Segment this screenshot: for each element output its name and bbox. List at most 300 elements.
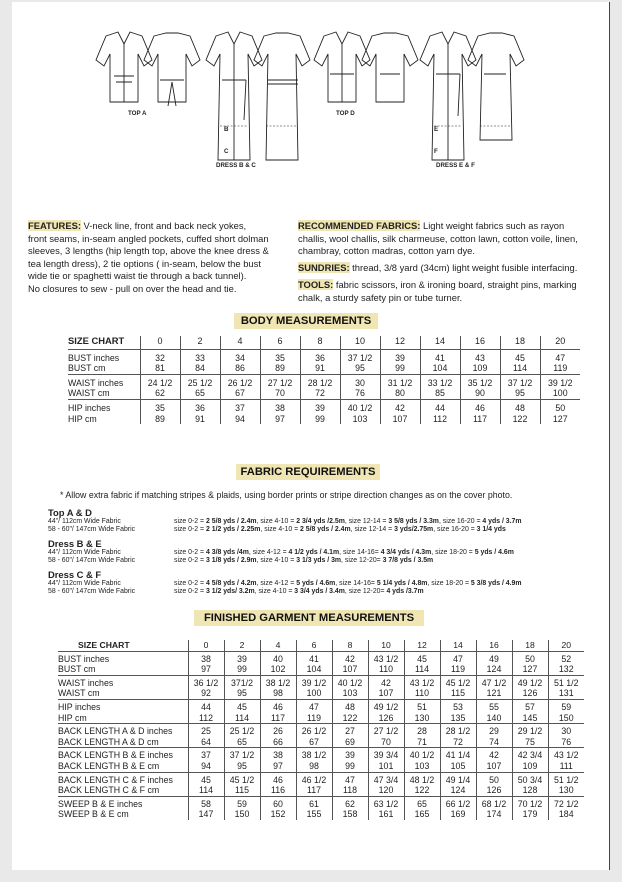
row-label: HIP inches [58,701,101,712]
table-cell: 59 [224,796,260,809]
tools-line: fabric scissors, iron & ironing board, straight pins, marking [333,279,577,291]
table-cell: 107 [380,414,420,425]
table-cell: 42 [368,675,404,688]
table-cell: 65 [224,737,260,748]
table-cell: 25 1/2 [180,374,220,388]
table-cell: 47 [540,349,580,363]
size-header: 12 [404,640,440,651]
table-cell: 50 [512,651,548,664]
features-line: sleeves, 3 lengths (hip length top, above the knee dress & [28,245,269,257]
size-header: 2 [224,640,260,651]
table-cell: 40 1/2 [404,748,440,761]
table-cell: 46 [260,772,296,785]
table-cell: 26 1/2 [296,724,332,737]
table-cell: 34 [220,349,260,363]
table-cell: 70 [260,388,300,399]
table-cell: 104 [296,664,332,675]
table-cell: 46 [260,699,296,712]
size-header: 0 [140,336,180,349]
table-cell: 97 [260,414,300,425]
table-cell: 27 1/2 [260,374,300,388]
fabric-yardage: 5 1/4 yds / 4.8m [376,579,428,587]
table-cell: 76 [548,737,584,748]
top-a-back-drawing [144,33,200,106]
size-header: 0 [188,640,224,651]
fabric-yardage: 4 yds / 3.7m [482,518,522,525]
fabric-yardage: 3 1/3 yds / 3m [296,557,342,565]
size-header: 20 [548,640,584,651]
table-cell: 51 [404,699,440,712]
row-label: BACK LENGTH A & D cm [58,737,188,748]
fabric-width-label: 44"/ 112cm Wide Fabric [48,518,121,525]
table-cell: 39 3/4 [368,748,404,761]
fabric-size-text: , size 4-10 = [256,518,297,525]
table-cell: 41 [420,349,460,363]
table-cell: 42 [476,748,512,761]
dress-ef-back-drawing [468,33,524,140]
table-cell: 100 [540,388,580,399]
fabric-group-name: Dress C & F [48,568,102,580]
table-cell: 99 [224,664,260,675]
features-line: V-neck line, front and back neck yokes, [80,220,247,231]
table-cell: 45 [188,772,224,785]
table-row [58,724,584,737]
size-header: 16 [460,336,500,349]
row-label: SWEEP B & E inches [58,798,143,809]
table-cell: 49 1/2 [512,675,548,688]
table-cell: 91 [180,414,220,425]
table-cell: 70 [368,737,404,748]
fabric-row [48,557,608,565]
fabric-width-label: 58 - 60"/ 147cm Wide Fabric [48,557,136,565]
table-cell: 101 [368,761,404,772]
table-cell: 114 [404,664,440,675]
table-cell: 37 [220,399,260,413]
size-header: 10 [368,640,404,651]
table-cell: 97 [188,664,224,675]
size-header: 16 [476,640,512,651]
table-cell: 72 [440,737,476,748]
table-cell: 107 [332,664,368,675]
table-cell: 41 [296,651,332,664]
body-measurements-title: BODY MEASUREMENTS [234,313,378,329]
table-cell: 115 [440,688,476,699]
table-cell: 60 [260,796,296,809]
table-row [58,651,584,664]
table-cell: 24 1/2 [140,374,180,388]
table-cell: 127 [540,414,580,425]
fabric-group [48,569,608,597]
table-cell: 27 1/2 [368,724,404,737]
fabric-size-text: , size 12-14 = [350,526,395,534]
top-d-back-drawing [362,33,418,102]
fabric-yardage: 3 1/4 yds [476,526,506,534]
recommendations-block [298,220,604,305]
fabric-yardage: 3 3/4 yds / 3.4m [294,588,345,596]
table-cell: 112 [188,713,224,724]
fabric-size-text: , size 12-20= [341,557,383,565]
row-label: BACK LENGTH C & F cm [58,785,188,796]
table-cell: 122 [500,414,540,425]
table-cell: 126 [512,688,548,699]
table-row [58,761,584,772]
features-line: wide tie or spaghetti waist tie through a back tunnel). [28,270,247,282]
table-cell: 40 [260,651,296,664]
table-cell: 55 [476,699,512,712]
table-cell: 140 [476,713,512,724]
size-header: 12 [380,336,420,349]
size-header: 4 [220,336,260,349]
row-label: SWEEP B & E cm [58,809,129,820]
table-cell: 158 [332,809,368,820]
table-cell: 118 [332,785,368,796]
table-row [58,675,584,688]
fabric-yardage: 3 5/8 yds / 3.3m [388,518,439,525]
table-cell: 51 1/2 [548,675,584,688]
table-cell: 80 [380,388,420,399]
table-cell: 38 1/2 [260,675,296,688]
table-row [58,688,584,699]
table-cell: 117 [460,414,500,425]
table-cell: 51 1/2 [548,772,584,785]
fabric-width-label: 44"/ 112cm Wide Fabric [48,579,121,587]
table-cell: 52 [548,651,584,664]
table-row [68,363,580,374]
fabrics-line: Light weight fabrics such as rayon [420,220,565,231]
fabric-size-text: , size 12-14 = [344,518,389,525]
table-cell: 124 [476,664,512,675]
table-cell: 184 [548,809,584,820]
dress-ef-front-drawing [420,32,476,160]
table-cell: 45 [224,699,260,712]
table-cell: 145 [512,713,548,724]
table-cell: 66 [260,737,296,748]
table-cell: 69 [332,737,368,748]
table-cell: 47 [440,651,476,664]
table-cell: 33 1/2 [420,374,460,388]
table-cell: 150 [224,809,260,820]
table-cell: 64 [188,737,224,748]
table-cell: 107 [476,761,512,772]
table-row [58,737,584,748]
table-cell: 117 [296,785,332,796]
table-cell: 26 [260,724,296,737]
table-cell: 35 1/2 [460,374,500,388]
row-label: HIP cm [68,413,97,424]
fabrics-line: chambray, cotton madras, cotton yarn dye. [298,245,475,257]
table-row [68,349,580,363]
garment-illustrations [86,30,616,180]
table-cell: 43 1/2 [368,651,404,664]
fabric-row [48,518,608,526]
table-cell: 66 1/2 [440,796,476,809]
table-cell: 112 [420,414,460,425]
table-cell: 48 1/2 [404,772,440,785]
table-cell: 39 [380,349,420,363]
table-cell: 128 [512,785,548,796]
table-cell: 147 [188,809,224,820]
length-marker-e: E [434,126,439,133]
fabric-yardage: 3 1/8 yds / 2.9m [205,557,257,565]
table-cell: 104 [420,363,460,374]
fabric-size-text: , size 18-20 = [427,579,471,587]
fabric-size-text: size 0-2 = [174,548,206,556]
table-cell: 28 1/2 [300,374,340,388]
table-cell: 99 [332,761,368,772]
table-cell: 37 1/2 [224,748,260,761]
table-cell: 89 [140,414,180,425]
table-cell: 115 [224,785,260,796]
row-label: BUST cm [68,363,140,374]
size-header: 2 [180,336,220,349]
caption-top-d: TOP D [336,110,355,117]
table-cell: 117 [260,713,296,724]
table-cell: 152 [260,809,296,820]
table-cell: 103 [340,414,380,425]
length-marker-b: B [224,126,229,133]
table-cell: 150 [548,713,584,724]
table-cell: 27 [332,724,368,737]
fabric-yardage: 3 1/2 yds/ 3.2m [205,588,255,596]
fabric-yardage: 5 yds / 4.6m [474,548,514,556]
features-block [28,220,298,296]
size-header: 8 [300,336,340,349]
fabric-size-text: , size 14-16= [335,579,377,587]
table-row [58,713,584,724]
table-cell: 45 [404,651,440,664]
table-cell: 169 [440,809,476,820]
fabric-row [48,549,608,557]
table-cell: 179 [512,809,548,820]
table-row [68,414,580,425]
table-cell: 68 1/2 [476,796,512,809]
table-cell: 44 [420,399,460,413]
table-cell: 116 [260,785,296,796]
table-cell: 72 1/2 [548,796,584,809]
fabrics-label: RECOMMENDED FABRICS: [298,220,421,231]
table-header-row [68,336,580,349]
table-cell: 89 [260,363,300,374]
table-cell: 43 1/2 [404,675,440,688]
table-cell: 98 [296,761,332,772]
row-label: WAIST inches [58,677,114,688]
table-cell: 62 [140,388,180,399]
features-line: front seams, in-seam angled pockets, cuffed short dolman [28,232,269,244]
table-cell: 49 1/4 [440,772,476,785]
table-cell: 97 [260,761,296,772]
row-label: BACK LENGTH B & E cm [58,761,188,772]
table-cell: 130 [548,785,584,796]
table-cell: 165 [404,809,440,820]
table-cell: 70 1/2 [512,796,548,809]
table-cell: 25 1/2 [224,724,260,737]
table-cell: 132 [548,664,584,675]
fabric-size-text: , size 16-20 = [433,526,477,534]
row-label: BUST inches [68,352,120,363]
row-label: BUST inches [58,653,110,664]
fabric-size-text: , size 4-12 = [248,548,289,556]
fabric-yardage: 4 3/4 yds / 4.3m [380,548,432,556]
table-cell: 49 [476,651,512,664]
table-cell: 37 [188,748,224,761]
fabric-size-text: , size 4-10 = [260,526,301,534]
table-cell: 95 [340,363,380,374]
table-cell: 371/2 [224,675,260,688]
table-cell: 39 1/2 [540,374,580,388]
size-header: 20 [540,336,580,349]
table-row [58,785,584,796]
fabric-size-text: size 0-2 = [174,557,206,565]
table-cell: 126 [476,785,512,796]
table-cell: 47 1/2 [476,675,512,688]
fabric-group-name: Dress B & E [48,537,102,549]
table-cell: 42 3/4 [512,748,548,761]
table-cell: 39 [224,651,260,664]
header-label: SIZE CHART [68,336,140,349]
dress-bc-front-drawing [206,32,262,160]
fabric-yardage: 2 5/8 yds / 2.4m [205,518,257,525]
table-cell: 29 1/2 [512,724,548,737]
table-cell: 135 [440,713,476,724]
fabric-size-text: , size 4-12 = [256,579,297,587]
body-measurements-table [68,336,580,424]
table-cell: 75 [512,737,548,748]
size-header: 6 [296,640,332,651]
table-cell: 95 [224,761,260,772]
fabric-row [48,588,608,596]
table-cell: 72 [300,388,340,399]
table-cell: 84 [180,363,220,374]
row-label: BUST cm [58,664,188,675]
fabric-requirements-title: FABRIC REQUIREMENTS [236,464,380,480]
fabric-size-text: , size 14-16= [339,548,381,556]
fabric-group-name: Top A & D [48,507,92,518]
size-header: 4 [260,640,296,651]
fabric-note: * Allow extra fabric if matching stripes & plaids, using border prints or stripe direction changes as on the cover photo. [60,490,513,500]
table-cell: 38 [260,399,300,413]
table-cell: 58 [188,796,224,809]
table-cell: 76 [340,388,380,399]
table-cell: 49 1/2 [368,699,404,712]
table-cell: 102 [260,664,296,675]
fabric-yardage: 2 5/8 yds / 2.4m [300,526,351,534]
table-cell: 91 [300,363,340,374]
table-cell: 29 [476,724,512,737]
table-row [58,772,584,785]
fabric-row [48,580,608,588]
fabric-size-text: size 0-2 = [174,518,206,525]
table-cell: 37 1/2 [500,374,540,388]
finished-garment-table [58,640,584,820]
features-label: FEATURES: [28,220,81,231]
table-cell: 103 [404,761,440,772]
table-cell: 38 1/2 [296,748,332,761]
table-cell: 42 [380,399,420,413]
fabric-width-label: 44"/ 112cm Wide Fabric [48,548,121,556]
table-row [58,699,584,712]
top-d-front-drawing [314,32,370,102]
table-cell: 43 [460,349,500,363]
table-cell: 99 [380,363,420,374]
table-cell: 130 [404,713,440,724]
table-cell: 36 1/2 [188,675,224,688]
table-cell: 94 [220,414,260,425]
fabric-yardage: 4 yds /3.7m [386,588,424,596]
table-cell: 155 [296,809,332,820]
table-row [58,796,584,809]
table-cell: 90 [460,388,500,399]
table-cell: 47 [332,772,368,785]
table-header-row [58,640,584,651]
table-cell: 35 [140,399,180,413]
table-cell: 86 [220,363,260,374]
table-cell: 30 [340,374,380,388]
size-header: 14 [440,640,476,651]
row-label: WAIST cm [68,388,140,399]
fabric-size-text: size 0-2 = [174,526,206,534]
table-cell: 122 [404,785,440,796]
table-cell: 25 [188,724,224,737]
dress-bc-back-drawing [254,33,310,160]
row-label: BACK LENGTH B & E inches [58,750,173,761]
table-cell: 50 [540,399,580,413]
table-cell: 81 [140,363,180,374]
table-cell: 95 [500,388,540,399]
table-cell: 124 [440,785,476,796]
table-cell: 39 1/2 [296,675,332,688]
table-cell: 121 [476,688,512,699]
table-cell: 45 [500,349,540,363]
table-cell: 33 [180,349,220,363]
table-cell: 50 [476,772,512,785]
table-cell: 48 [332,699,368,712]
caption-top-a: TOP A [128,110,147,117]
caption-dress-ef: DRESS E & F [436,162,475,169]
fabric-group [48,538,608,566]
row-label: WAIST inches [68,377,124,388]
fabric-yardage: 5 3/8 yds / 4.9m [470,579,522,587]
table-cell: 114 [188,785,224,796]
table-cell: 67 [296,737,332,748]
table-cell: 44 [188,699,224,712]
table-row [58,809,584,820]
tools-line: chalk, a sturdy safety pin or tube turner. [298,291,463,303]
fabric-size-text: , size 16-20 = [438,518,483,525]
tools-label: TOOLS: [298,279,334,291]
table-cell: 119 [296,713,332,724]
table-cell: 43 1/2 [548,748,584,761]
fabric-size-text: , size 18-20 = [431,548,475,556]
fabric-yardage: 5 yds / 4.6m [296,579,336,587]
table-cell: 111 [548,761,584,772]
pattern-back-cover [12,2,610,870]
top-a-front-drawing [96,32,152,102]
table-cell: 109 [512,761,548,772]
table-cell: 39 [332,748,368,761]
sundries-label: SUNDRIES: [298,261,350,273]
fabrics-line: challis, wool challis, silk charmeuse, cotton lawn, cotton voile, linen, [298,232,578,244]
features-line: tea length dress), 2 tie options ( in-seam, below the bust [28,257,261,269]
table-cell: 45 1/2 [224,772,260,785]
table-cell: 36 [300,349,340,363]
table-cell: 92 [188,688,224,699]
fabric-yardage: 2 3/4 yds /2.5m [296,518,345,525]
table-cell: 98 [260,688,296,699]
features-line: No closures to sew - pull on over the head and tie. [28,282,237,294]
fabric-group [48,507,608,535]
caption-dress-bc: DRESS B & C [216,162,256,169]
finished-garment-title: FINISHED GARMENT MEASUREMENTS [194,610,424,626]
